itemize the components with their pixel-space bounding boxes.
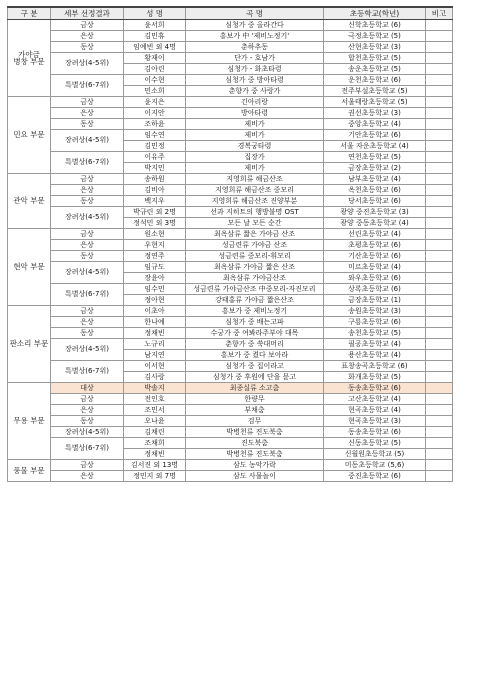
table-row: [8, 284, 453, 295]
piece-title-cell: 심청가 중 배는고파: [186, 317, 324, 328]
note-cell: [426, 218, 453, 229]
school-cell: 선린초등학교 (4): [324, 229, 426, 240]
student-name-cell: 김채린: [124, 427, 186, 438]
school-cell: 금장초등학교 (2): [324, 163, 426, 174]
student-name-cell: 김서진 외 13명: [124, 460, 186, 471]
note-cell: [426, 306, 453, 317]
student-name-cell: 우현지: [124, 240, 186, 251]
note-cell: [426, 251, 453, 262]
table-row: [8, 31, 453, 42]
award-cell: 대상: [51, 383, 124, 394]
category-cell: [8, 174, 51, 229]
piece-title-cell: 한량무: [186, 394, 324, 405]
category-cell: [8, 97, 51, 174]
note-cell: [426, 405, 453, 416]
school-cell: 운천초등학교 (6): [324, 75, 426, 86]
note-cell: [426, 460, 453, 471]
school-cell: 용산초등학교 (4): [324, 350, 426, 361]
note-cell: [426, 185, 453, 196]
award-cell: 특별상(6-7위): [51, 152, 124, 174]
table-row: [8, 42, 453, 53]
school-cell: 극정초등학교 (5): [324, 31, 426, 42]
award-cell: 금상: [51, 229, 124, 240]
student-name-cell: 조민서: [124, 405, 186, 416]
award-cell: 동상: [51, 196, 124, 207]
table-row: [8, 119, 453, 130]
student-name-cell: 김민정: [124, 141, 186, 152]
note-cell: [426, 119, 453, 130]
category-label: 판소리 부문: [9, 339, 49, 349]
piece-title-cell: 집장가: [186, 152, 324, 163]
note-cell: [426, 394, 453, 405]
piece-title-cell: 박병천류 진도북춤: [186, 449, 324, 460]
results-table: [7, 6, 453, 482]
school-cell: 필공초등학교 (4): [324, 339, 426, 350]
table-row: [8, 229, 453, 240]
table-row: [8, 152, 453, 163]
student-name-cell: 정민지 외 7명: [124, 471, 186, 482]
piece-title-cell: 흥보가 중 켰다 보아라: [186, 350, 324, 361]
note-cell: [426, 97, 453, 108]
table-row: [8, 75, 453, 86]
note-cell: [426, 75, 453, 86]
school-cell: 신월원초등학교 (5): [324, 449, 426, 460]
note-cell: [426, 174, 453, 185]
student-name-cell: 정아현: [124, 295, 186, 306]
school-cell: 현곡초등학교 (3): [324, 416, 426, 427]
school-cell: 중진초등학교 (6): [324, 471, 426, 482]
piece-title-cell: 심청가 - 화초타령: [186, 64, 324, 75]
piece-title-cell: 춘하추동: [186, 42, 324, 53]
piece-title-cell: 제비가: [186, 119, 324, 130]
table-row: [8, 251, 453, 262]
note-cell: [426, 240, 453, 251]
student-name-cell: 임수민: [124, 284, 186, 295]
student-name-cell: 이초아: [124, 306, 186, 317]
table-row: [8, 97, 453, 108]
piece-title-cell: 흥보가 中 '제비노정기': [186, 31, 324, 42]
student-name-cell: 민소희: [124, 86, 186, 97]
note-cell: [426, 471, 453, 482]
table-row: [8, 130, 453, 141]
award-cell: 금상: [51, 20, 124, 31]
student-name-cell: 송하원: [124, 174, 186, 185]
school-cell: 산현초등학교 (3): [324, 42, 426, 53]
school-cell: 동송초등학교 (6): [324, 427, 426, 438]
student-name-cell: 이유주: [124, 152, 186, 163]
category-cell: [8, 229, 51, 306]
table-row: [8, 416, 453, 427]
note-cell: [426, 361, 453, 372]
award-cell: 금상: [51, 97, 124, 108]
piece-title-cell: 지영희류 해금산조: [186, 174, 324, 185]
award-cell: 은상: [51, 240, 124, 251]
award-cell: 금상: [51, 174, 124, 185]
table-row: [8, 174, 453, 185]
piece-title-cell: 최옥삼류 짧은 가야금 산조: [186, 229, 324, 240]
piece-title-cell: 삼도 농악가락: [186, 460, 324, 471]
school-cell: 현곡초등학교 (4): [324, 405, 426, 416]
student-name-cell: 정채빈: [124, 328, 186, 339]
school-cell: 당서초등학교 (6): [324, 196, 426, 207]
piece-title-cell: 심청가 중 후원에 단을 묻고: [186, 372, 324, 383]
table-row: [8, 383, 453, 394]
piece-title-cell: 수궁가 중 여봐라주부야 대목: [186, 328, 324, 339]
table-row: [8, 317, 453, 328]
piece-title-cell: 최종실류 소고춤: [186, 383, 324, 394]
award-cell: 장려상(4-5위): [51, 339, 124, 361]
school-cell: 신동초등학교 (5): [324, 438, 426, 449]
school-cell: 미동초등학교 (5,6): [324, 460, 426, 471]
note-cell: [426, 262, 453, 273]
piece-title-cell: 최옥삼류 가야금 짧은 산조: [186, 262, 324, 273]
student-name-cell: 박규린 외 2명: [124, 207, 186, 218]
school-cell: 합천초등학교 (5): [324, 53, 426, 64]
school-cell: 구룡초등학교 (6): [324, 317, 426, 328]
header-row: [8, 7, 453, 20]
header-category: 구 분: [8, 7, 51, 20]
category-label: 민요 부문: [13, 130, 45, 140]
table-row: [8, 20, 453, 31]
table-row: [8, 53, 453, 64]
award-cell: 장려상(4-5위): [51, 53, 124, 75]
results-table-wrapper: [7, 6, 453, 482]
school-cell: 송천초등학교 (5): [324, 328, 426, 339]
piece-title-cell: 심청가 중 올라간다: [186, 20, 324, 31]
piece-title-cell: 제비가: [186, 130, 324, 141]
award-cell: 특별상(6-7위): [51, 284, 124, 306]
piece-title-cell: 춘향가 중 사랑가: [186, 86, 324, 97]
note-cell: [426, 328, 453, 339]
table-row: [8, 361, 453, 372]
school-cell: 표창송곡초등학교 (6): [324, 361, 426, 372]
category-cell: [8, 20, 51, 97]
student-name-cell: 임수연: [124, 130, 186, 141]
award-cell: 장려상(4-5위): [51, 262, 124, 284]
student-name-cell: 백지우: [124, 196, 186, 207]
table-row: [8, 185, 453, 196]
piece-title-cell: 심청가 중 방아타령: [186, 75, 324, 86]
school-cell: 미르초등학교 (4): [324, 262, 426, 273]
note-cell: [426, 64, 453, 75]
student-name-cell: 김민휴: [124, 31, 186, 42]
award-cell: 동상: [51, 119, 124, 130]
award-cell: 특별상(6-7위): [51, 361, 124, 383]
piece-title-cell: 지영희류 해금산조 진양부분: [186, 196, 324, 207]
student-name-cell: 황재이: [124, 53, 186, 64]
category-label: 현악 부문: [13, 262, 45, 272]
piece-title-cell: 강태홍류 가야금 짧은산조: [186, 295, 324, 306]
student-name-cell: 이서현: [124, 361, 186, 372]
piece-title-cell: 성금련류 가야금 산조: [186, 240, 324, 251]
note-cell: [426, 427, 453, 438]
note-cell: [426, 31, 453, 42]
award-cell: 특별상(6-7위): [51, 75, 124, 97]
school-cell: 동송초등학교 (6): [324, 383, 426, 394]
student-name-cell: 이지안: [124, 108, 186, 119]
category-cell: [8, 383, 51, 460]
piece-title-cell: 검무: [186, 416, 324, 427]
student-name-cell: 오나윤: [124, 416, 186, 427]
piece-title-cell: 제비가: [186, 163, 324, 174]
note-cell: [426, 295, 453, 306]
header-name: 성 명: [124, 7, 186, 20]
category-label: 관악 부문: [13, 196, 45, 206]
award-cell: 금상: [51, 306, 124, 317]
school-cell: 기산초등학교 (6): [324, 251, 426, 262]
piece-title-cell: 경복궁타령: [186, 141, 324, 152]
award-cell: 은상: [51, 471, 124, 482]
piece-title-cell: 박병천류 진도북춤: [186, 427, 324, 438]
student-name-cell: 김비아: [124, 185, 186, 196]
table-row: [8, 108, 453, 119]
student-name-cell: 전인호: [124, 394, 186, 405]
category-cell: [8, 460, 51, 482]
award-cell: 금상: [51, 394, 124, 405]
category-label: 가야금: [18, 49, 40, 59]
student-name-cell: 정연주: [124, 251, 186, 262]
note-cell: [426, 108, 453, 119]
student-name-cell: 노규리: [124, 339, 186, 350]
table-row: [8, 438, 453, 449]
school-cell: 송운초등학교 (5): [324, 64, 426, 75]
student-name-cell: 박솔지: [124, 383, 186, 394]
school-cell: 광양 중진초등학교 (3): [324, 207, 426, 218]
piece-title-cell: 부채춤: [186, 405, 324, 416]
award-cell: 특별상(6-7위): [51, 438, 124, 460]
note-cell: [426, 53, 453, 64]
note-cell: [426, 163, 453, 174]
student-name-cell: 정석민 외 3명: [124, 218, 186, 229]
piece-title-cell: 성금련류 가야금산조 中중모리-자진모리: [186, 284, 324, 295]
table-row: [8, 328, 453, 339]
note-cell: [426, 449, 453, 460]
award-cell: 동상: [51, 251, 124, 262]
header-song: 곡 명: [186, 7, 324, 20]
award-cell: 금상: [51, 460, 124, 471]
student-name-cell: 남지연: [124, 350, 186, 361]
award-cell: 장려상(4-5위): [51, 427, 124, 438]
note-cell: [426, 438, 453, 449]
results-table-body: [8, 20, 453, 482]
school-cell: 금장초등학교 (1): [324, 295, 426, 306]
school-cell: 송원초등학교 (3): [324, 306, 426, 317]
piece-title-cell: 진도북춤: [186, 438, 324, 449]
award-cell: 장려상(4-5위): [51, 207, 124, 229]
note-cell: [426, 317, 453, 328]
table-row: [8, 405, 453, 416]
school-cell: 권선초등학교 (3): [324, 108, 426, 119]
category-label: 병창 부문: [13, 57, 45, 66]
piece-title-cell: 방아타령: [186, 108, 324, 119]
note-cell: [426, 284, 453, 295]
note-cell: [426, 152, 453, 163]
table-row: [8, 240, 453, 251]
note-cell: [426, 350, 453, 361]
piece-title-cell: 흥보가 중 제비노정기: [186, 306, 324, 317]
note-cell: [426, 339, 453, 350]
table-row: [8, 262, 453, 273]
note-cell: [426, 196, 453, 207]
award-cell: 은상: [51, 317, 124, 328]
piece-title-cell: 모든 날 모든 순간: [186, 218, 324, 229]
category-label: 무용 부문: [13, 416, 45, 426]
student-name-cell: 김아린: [124, 64, 186, 75]
school-cell: 고산초등학교 (4): [324, 394, 426, 405]
piece-title-cell: 지영희류 해금산조 중모리: [186, 185, 324, 196]
award-cell: 동상: [51, 42, 124, 53]
table-row: [8, 394, 453, 405]
table-row: [8, 207, 453, 218]
note-cell: [426, 372, 453, 383]
school-cell: 전주부설초등학교 (5): [324, 86, 426, 97]
student-name-cell: 장윤아: [124, 273, 186, 284]
school-cell: 서울태랑초등학교 (5): [324, 97, 426, 108]
school-cell: 연천초등학교 (5): [324, 152, 426, 163]
award-cell: 은상: [51, 31, 124, 42]
school-cell: 신학초등학교 (6): [324, 20, 426, 31]
award-cell: 동상: [51, 416, 124, 427]
piece-title-cell: 춘향가 중 쑥대머리: [186, 339, 324, 350]
table-row: [8, 196, 453, 207]
student-name-cell: 이수현: [124, 75, 186, 86]
note-cell: [426, 141, 453, 152]
school-cell: 화개초등학교 (5): [324, 372, 426, 383]
note-cell: [426, 86, 453, 97]
award-cell: 은상: [51, 185, 124, 196]
category-cell: [8, 306, 51, 383]
school-cell: 초평초등학교 (6): [324, 240, 426, 251]
piece-title-cell: 삼도 사물놀이: [186, 471, 324, 482]
school-cell: 광양 중동초등학교 (4): [324, 218, 426, 229]
piece-title-cell: 성금련류 중모리-휘모리: [186, 251, 324, 262]
note-cell: [426, 273, 453, 284]
school-cell: 기안초등학교 (6): [324, 130, 426, 141]
note-cell: [426, 207, 453, 218]
student-name-cell: 임규도: [124, 262, 186, 273]
piece-title-cell: 단가 - 호남가: [186, 53, 324, 64]
note-cell: [426, 20, 453, 31]
table-row: [8, 339, 453, 350]
note-cell: [426, 229, 453, 240]
student-name-cell: 한나예: [124, 317, 186, 328]
note-cell: [426, 42, 453, 53]
student-name-cell: 원소현: [124, 229, 186, 240]
piece-title-cell: 최옥삼류 가야금산조: [186, 273, 324, 284]
note-cell: [426, 416, 453, 427]
table-row: [8, 427, 453, 438]
student-name-cell: 김사랑: [124, 372, 186, 383]
award-cell: 은상: [51, 108, 124, 119]
award-cell: 은상: [51, 405, 124, 416]
student-name-cell: 정채빈: [124, 449, 186, 460]
category-label: 풍물 부문: [13, 465, 45, 475]
school-cell: 와우초등학교 (6): [324, 273, 426, 284]
award-cell: 장려상(4-5위): [51, 130, 124, 152]
student-name-cell: 박지민: [124, 163, 186, 174]
school-cell: 남부초등학교 (4): [324, 174, 426, 185]
header-school: 초등학교(학년): [324, 7, 426, 20]
award-cell: 동상: [51, 328, 124, 339]
student-name-cell: 조채희: [124, 438, 186, 449]
header-result: 세부 선정결과: [51, 7, 124, 20]
table-row: [8, 306, 453, 317]
header-note: 비고: [426, 7, 453, 20]
school-cell: 옥천초등학교 (6): [324, 185, 426, 196]
piece-title-cell: 긴아리랑: [186, 97, 324, 108]
student-name-cell: 조하윤: [124, 119, 186, 130]
piece-title-cell: 선과 지히트의 행방불명 OST: [186, 207, 324, 218]
student-name-cell: 윤서희: [124, 20, 186, 31]
school-cell: 중앙초등학교 (4): [324, 119, 426, 130]
student-name-cell: 임예빈 외 4명: [124, 42, 186, 53]
school-cell: 서울 자운초등학교 (4): [324, 141, 426, 152]
student-name-cell: 윤지은: [124, 97, 186, 108]
piece-title-cell: 심청가 중 집이라고: [186, 361, 324, 372]
table-row: [8, 460, 453, 471]
note-cell: [426, 383, 453, 394]
school-cell: 상록초등학교 (6): [324, 284, 426, 295]
table-row: [8, 471, 453, 482]
note-cell: [426, 130, 453, 141]
